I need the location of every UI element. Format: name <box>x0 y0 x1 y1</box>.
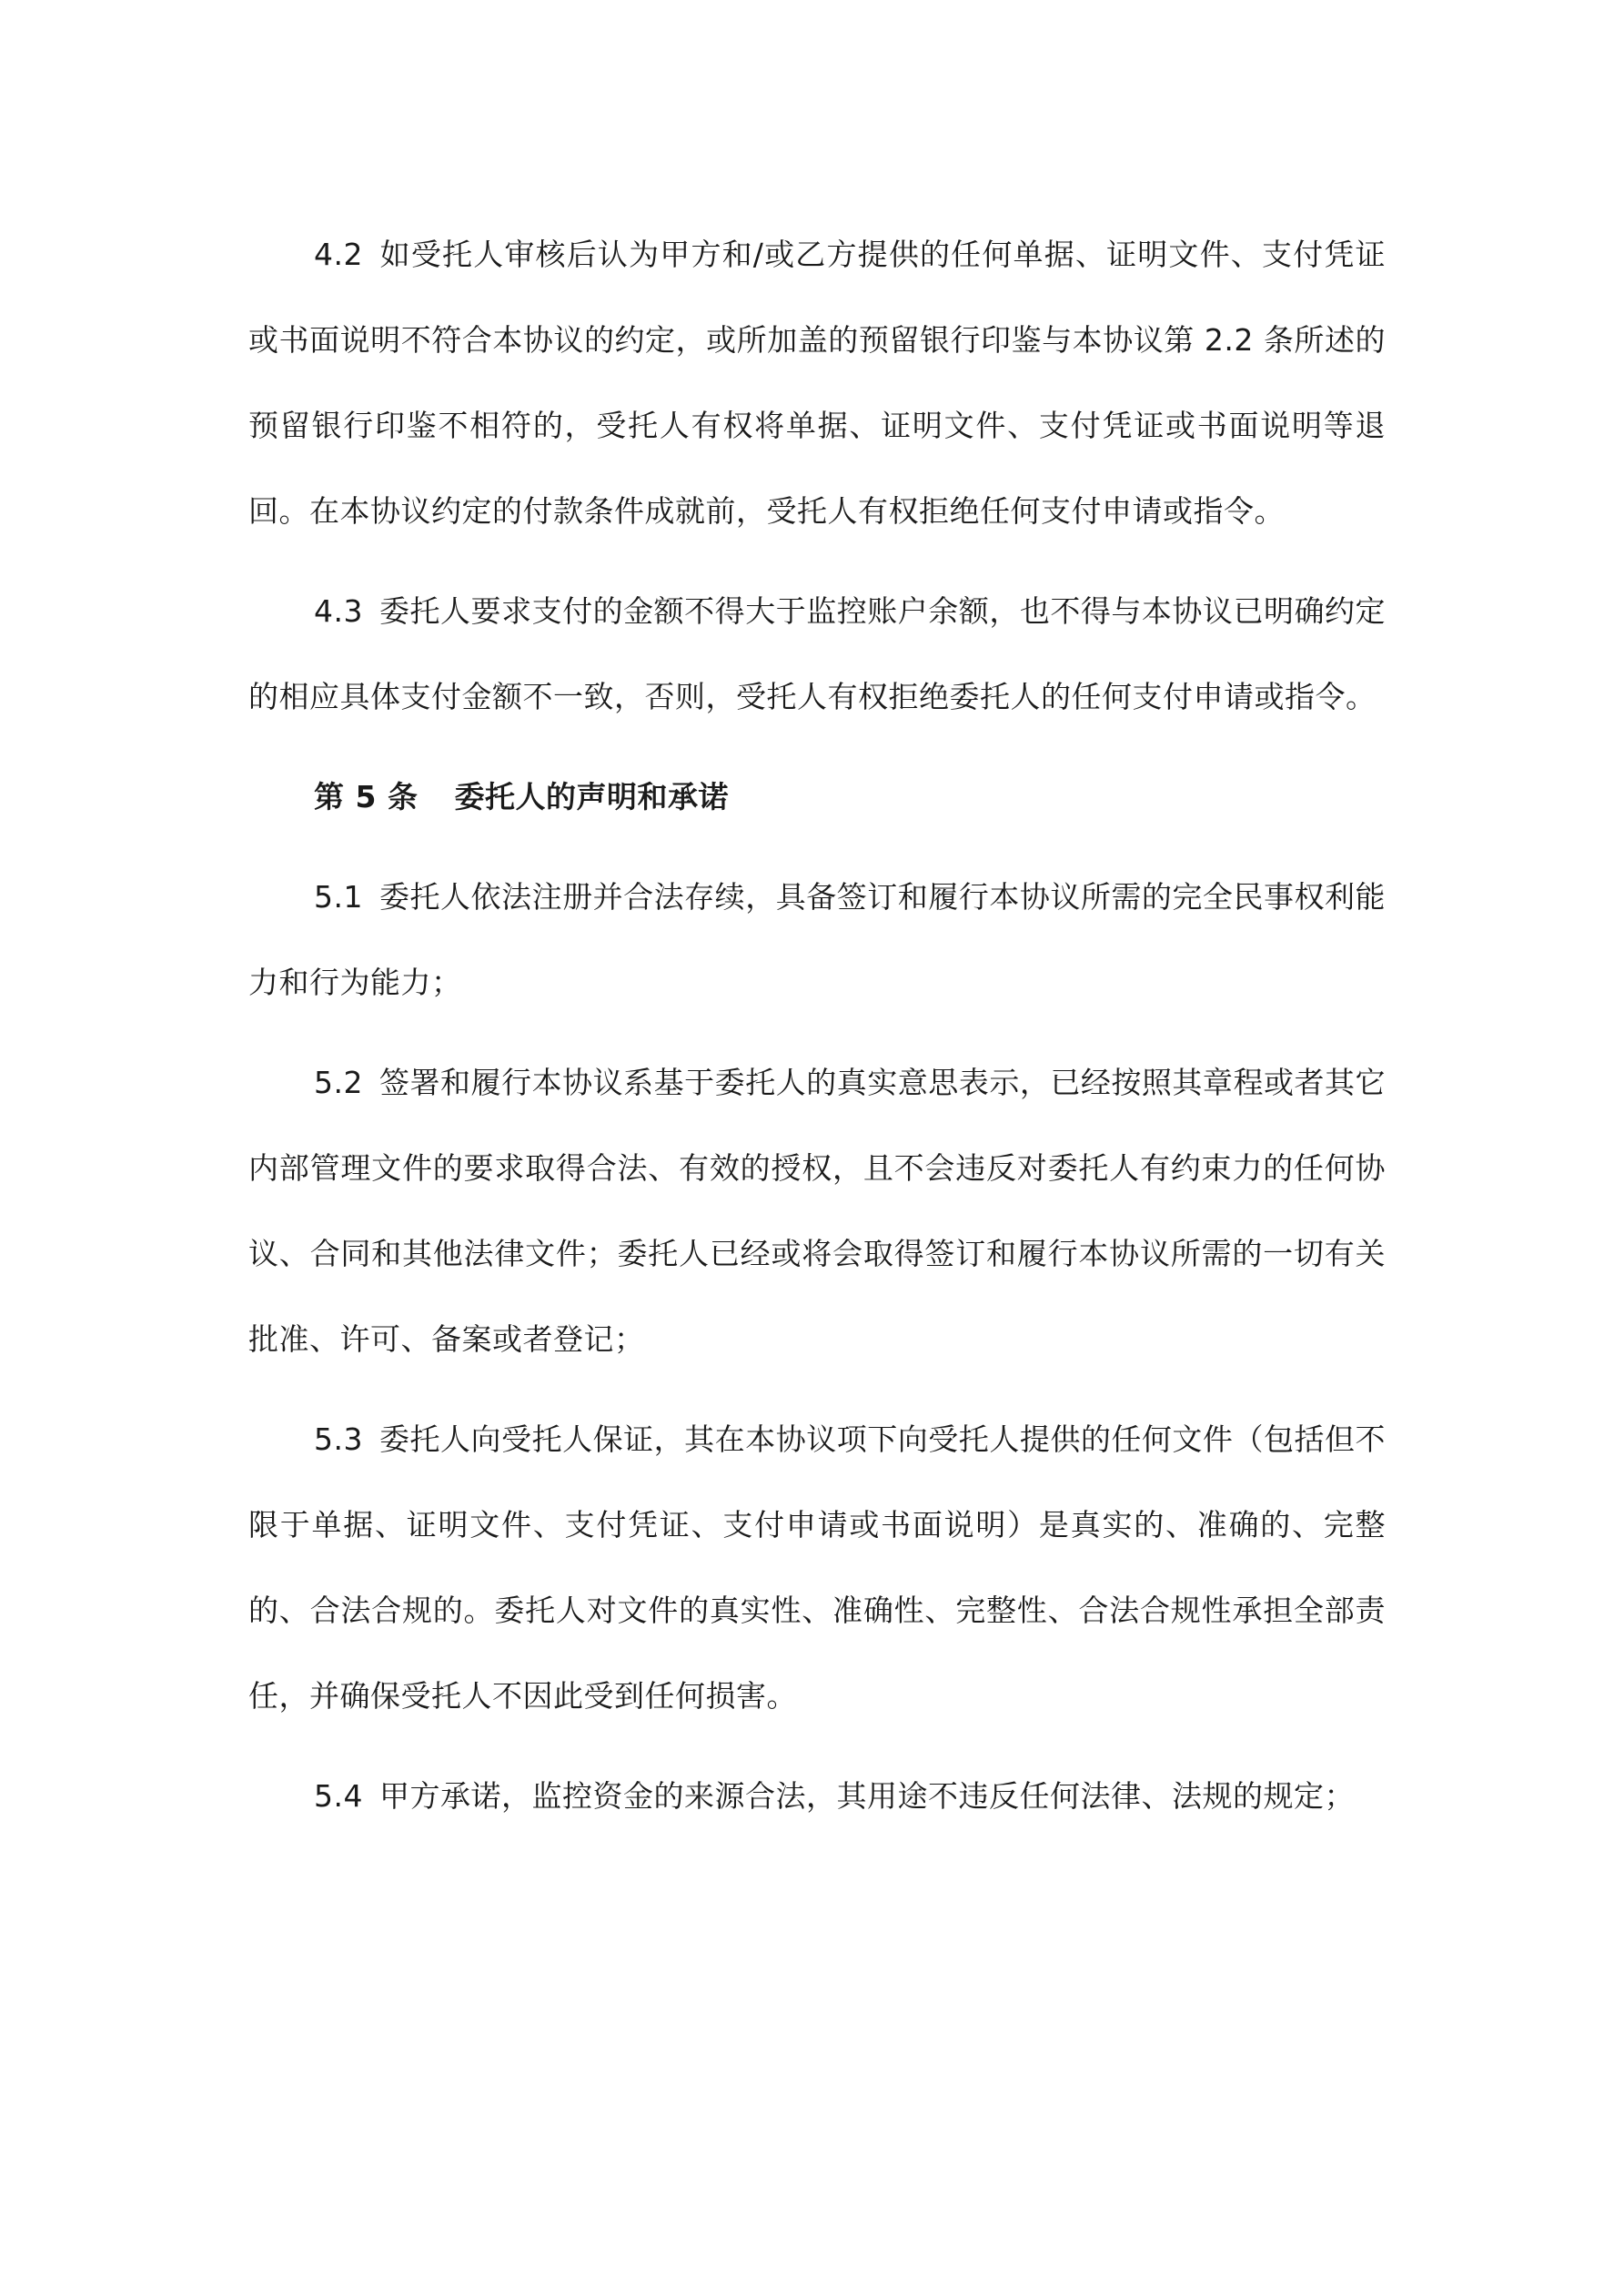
clause-5-2 <box>248 1040 1386 1382</box>
document-body <box>248 212 1386 1854</box>
article-number: 第 5 条 <box>314 779 419 814</box>
clause-number: 5.3 <box>314 1421 363 1457</box>
paragraph-number: 4.2 <box>314 237 363 272</box>
paragraph-4-2 <box>248 212 1386 554</box>
clause-5-1 <box>248 855 1386 1026</box>
clause-5-3 <box>248 1397 1386 1739</box>
clause-text: 甲方承诺，监控资金的来源合法，其用途不违反任何法律、法规的规定； <box>378 1778 1355 1814</box>
paragraph-number: 4.3 <box>314 593 363 629</box>
paragraph-text: 委托人要求支付的金额不得大于监控账户余额，也不得与本协议已明确约定的相应具体支付金额不一致，否则，受托人有权拒绝委托人的任何支付申请或指令。 <box>248 593 1386 714</box>
clause-number: 5.1 <box>314 879 363 915</box>
paragraph-text: 如受托人审核后认为甲方和/或乙方提供的任何单据、证明文件、支付凭证或书面说明不符合本协议的约定，或所加盖的预留银行印鉴与本协议第 2.2 条所述的预留银行印鉴不相符的，受托人有权将单据、证明文件、支付凭证或书面说明等退回。在本协议约定的付款条件成就前，受托人有权拒绝任何支付申请或指令。 <box>248 237 1386 529</box>
clause-number: 5.2 <box>314 1065 363 1100</box>
section-heading <box>248 754 1386 840</box>
paragraph-4-3 <box>248 569 1386 740</box>
clause-text: 委托人依法注册并合法存续，具备签订和履行本协议所需的完全民事权利能力和行为能力； <box>248 879 1386 1000</box>
clause-number: 5.4 <box>314 1778 363 1814</box>
clause-text: 委托人向受托人保证，其在本协议项下向受托人提供的任何文件（包括但不限于单据、证明文件、支付凭证、支付申请或书面说明）是真实的、准确的、完整的、合法合规的。委托人对文件的真实性、准确性、完整性、合法合规性承担全部责任，并确保受托人不因此受到任何损害。 <box>248 1421 1386 1714</box>
section-title: 委托人的声明和承诺 <box>454 779 729 814</box>
clause-text: 签署和履行本协议系基于委托人的真实意思表示，已经按照其章程或者其它内部管理文件的要求取得合法、有效的授权，且不会违反对委托人有约束力的任何协议、合同和其他法律文件；委托人已经或将会取得签订和履行本协议所需的一切有关批准、许可、备案或者登记； <box>248 1065 1386 1357</box>
clause-5-4 <box>248 1754 1386 1839</box>
